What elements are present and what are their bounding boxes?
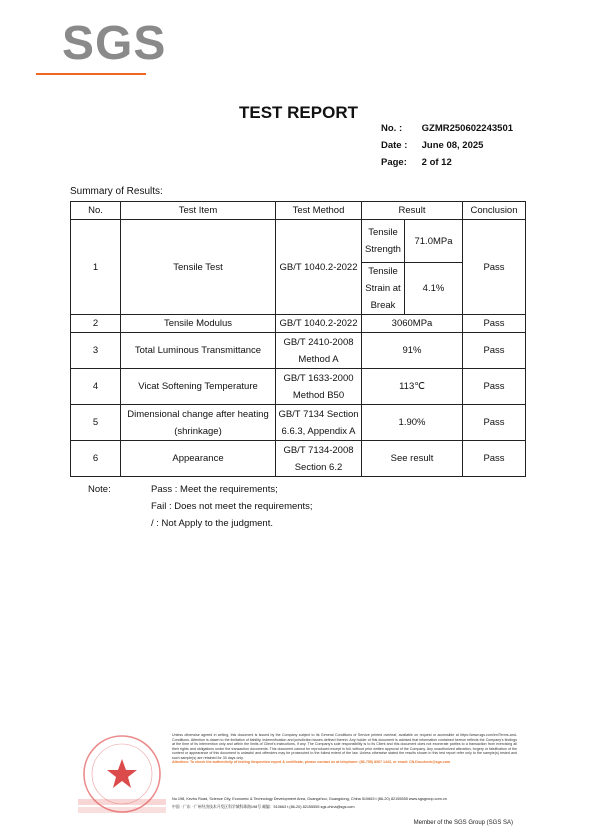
cell-sub-label: Tensile Strength: [362, 220, 405, 263]
report-page-label: Page:: [381, 157, 407, 168]
cell-no: 2: [71, 315, 121, 333]
note-pass: Pass : Meet the requirements;: [151, 484, 278, 495]
cell-result: See result: [362, 441, 463, 477]
cell-no: 4: [71, 369, 121, 405]
cell-test-method: GB/T 1633-2000 Method B50: [276, 369, 362, 405]
table-row: [71, 369, 526, 405]
table-row: [71, 220, 526, 263]
cell-test-method: GB/T 2410-2008 Method A: [276, 333, 362, 369]
disclaimer-text: [172, 733, 517, 765]
report-page: [381, 157, 452, 168]
table-row: [71, 441, 526, 477]
cell-conclusion: Pass: [463, 220, 526, 315]
report-number-label: No. :: [381, 123, 403, 134]
cell-test-item: Appearance: [121, 441, 276, 477]
col-header-result: Result: [362, 202, 463, 220]
cell-test-item: Tensile Test: [121, 220, 276, 315]
cell-test-item: Vicat Softening Temperature: [121, 369, 276, 405]
cell-conclusion: Pass: [463, 315, 526, 333]
report-date-value: June 08, 2025: [421, 140, 484, 151]
table-row: [71, 333, 526, 369]
note-not-apply: / : Not Apply to the judgment.: [151, 518, 273, 529]
cell-sub-value: 4.1%: [405, 263, 463, 315]
summary-label: Summary of Results:: [70, 186, 163, 197]
col-header-no: No.: [71, 202, 121, 220]
cell-test-item: Dimensional change after heating (shrinkage): [121, 405, 276, 441]
table-row: [71, 405, 526, 441]
col-header-conclusion: Conclusion: [463, 202, 526, 220]
results-table: [70, 201, 526, 477]
cell-test-method: GB/T 1040.2-2022: [276, 315, 362, 333]
sgs-logo: SGS: [62, 17, 167, 70]
cell-no: 5: [71, 405, 121, 441]
report-date-label: Date :: [381, 140, 408, 151]
cell-sub-value: 71.0MPa: [405, 220, 463, 263]
address-chinese: 中国 · 广东 · 广州经济技术开发区科学城科珠路198号 邮编：510663 t (86-20) 82155555 sgs.china@sgs.com: [172, 805, 355, 809]
report-date: [381, 140, 483, 151]
cell-conclusion: Pass: [463, 405, 526, 441]
address-english: No.198, Kezhu Road, Science City, Economic & Technology Development Area, Guangzhou, Guangdong, China 510663 t (86-20) 82155555 www.sgsgroup.com.cn: [172, 797, 447, 801]
cell-result: 113℃: [362, 369, 463, 405]
member-line: Member of the SGS Group (SGS SA): [413, 820, 513, 826]
cell-no: 1: [71, 220, 121, 315]
cell-result: 1.90%: [362, 405, 463, 441]
cell-conclusion: Pass: [463, 333, 526, 369]
cell-test-item: Tensile Modulus: [121, 315, 276, 333]
cell-result: 91%: [362, 333, 463, 369]
cell-test-method: GB/T 7134-2008 Section 6.2: [276, 441, 362, 477]
inspection-seal-icon: [78, 733, 166, 817]
logo-accent-rule: [36, 73, 146, 75]
report-title: TEST REPORT: [238, 103, 358, 122]
report-page-value: 2 of 12: [421, 157, 452, 168]
cell-no: 3: [71, 333, 121, 369]
cell-test-method: GB/T 1040.2-2022: [276, 220, 362, 315]
report-number-value: GZMR250602243501: [421, 123, 514, 134]
note-fail: Fail : Does not meet the requirements;: [151, 501, 313, 512]
cell-sub-label: Tensile Strain at Break: [362, 263, 405, 315]
note-label: Note:: [88, 484, 111, 495]
cell-conclusion: Pass: [463, 441, 526, 477]
table-header-row: [71, 202, 526, 220]
cell-test-method: GB/T 7134 Section 6.6.3, Appendix A: [276, 405, 362, 441]
col-header-test-item: Test Item: [121, 202, 276, 220]
cell-test-item: Total Luminous Transmittance: [121, 333, 276, 369]
report-number: [381, 123, 513, 134]
cell-no: 6: [71, 441, 121, 477]
authenticity-notice: Attention: To check the authenticity of testing /inspection report & certificate, please contact us at telephone: (86-755) 8307 1443, or email: CN.Doccheck@sgs.com: [172, 760, 451, 765]
disclaimer-body: Unless otherwise agreed in writing, this document is issued by the Company subject to its General Conditions of Service printed overleaf, available on request or accessible at https://www.sgs.com/en/Terms-and-Conditions. Attention is drawn to the limitation of liability, indemnification and jurisdiction issues defined therein. Any holder of this document is advised that information contained hereon reflects the Company's findings at the time of its intervention only and within the limits of Client's instructions, if any. The Company's sole responsibility is to its Client and this document does not exonerate parties to a transaction from exercising all their rights and obligations under the transaction documents. This document cannot be reproduced except in full, without prior written approval of the Company. Any unauthorized alteration, forgery or falsification of the content or appearance of this document is unlawful and offenders may be prosecuted to the fullest extent of the law. Unless otherwise stated the results shown in this test report refer only to the sample(s) tested and such sample(s) are retained for 30 days only.: [172, 733, 517, 760]
cell-result: 3060MPa: [362, 315, 463, 333]
table-row: [71, 315, 526, 333]
col-header-test-method: Test Method: [276, 202, 362, 220]
cell-conclusion: Pass: [463, 369, 526, 405]
